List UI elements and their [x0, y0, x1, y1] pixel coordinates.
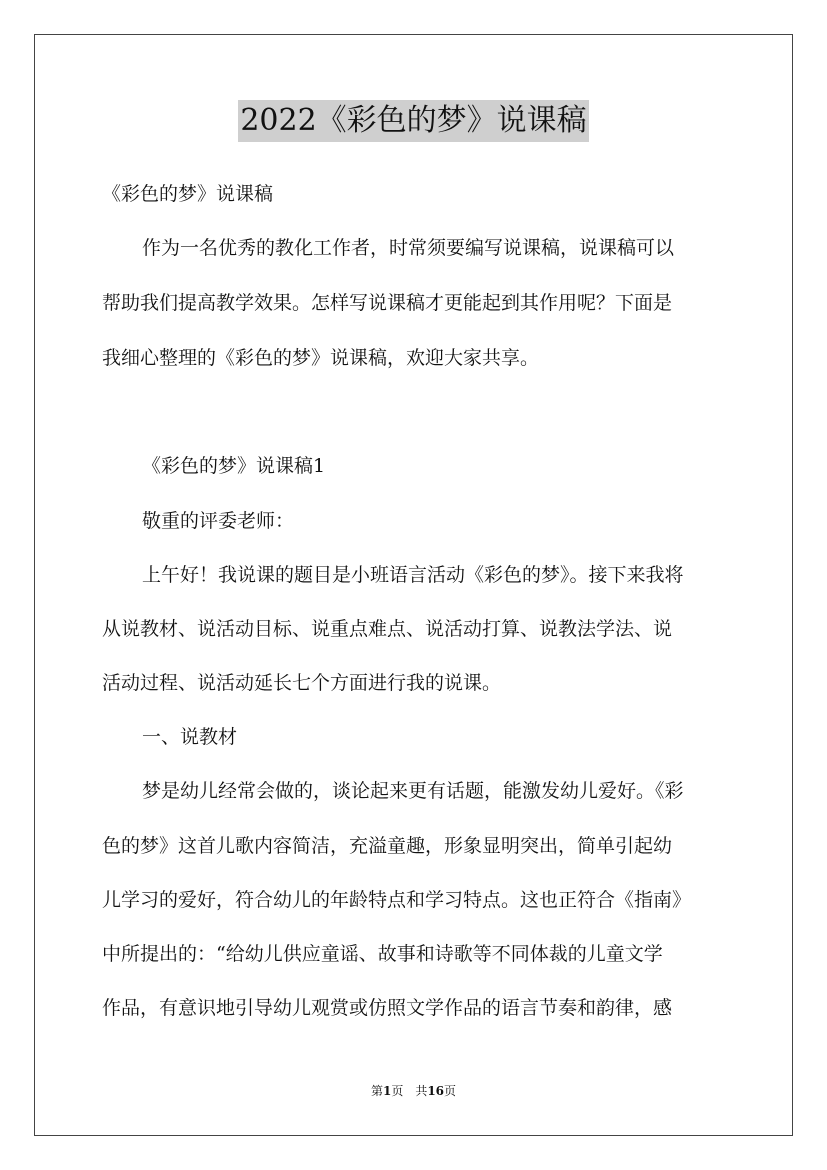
salutation: 敬重的评委老师：	[142, 510, 295, 532]
para2-line-1: 梦是幼儿经常会做的，谈论起来更有话题，能激发幼儿爱好。《彩	[142, 780, 684, 802]
document-title: 2022《彩色的梦》说课稿	[238, 100, 588, 142]
para2-line-4: 中所提出的：“给幼儿供应童谣、故事和诗歌等不同体裁的儿童文学	[102, 943, 663, 965]
para2-line-3: 儿学习的爱好，符合幼儿的年龄特点和学习特点。这也正符合《指南》	[102, 889, 692, 911]
footer-suffix: 页	[444, 1084, 457, 1098]
para1-line-3: 活动过程、说活动延长七个方面进行我的说课。	[102, 672, 502, 694]
para2-line-5: 作品，有意识地引导幼儿观赏或仿照文学作品的语言节奏和韵律，感	[102, 997, 673, 1019]
footer-page-total: 16	[427, 1084, 445, 1098]
page-footer	[0, 1083, 827, 1099]
footer-page-current: 1	[382, 1084, 392, 1098]
section-heading: 《彩色的梦》说课稿1	[142, 455, 326, 477]
intro-line-3: 我细心整理的《彩色的梦》说课稿，欢迎大家共享。	[102, 347, 540, 369]
subtitle: 《彩色的梦》说课稿	[102, 183, 274, 205]
heading-teaching-material: 一、说教材	[142, 726, 238, 748]
para1-line-2: 从说教材、说活动目标、说重点难点、说活动打算、说教法学法、说	[102, 618, 673, 640]
para2-line-2: 色的梦》这首儿歌内容简洁，充溢童趣，形象显明突出，简单引起幼	[102, 835, 673, 857]
title-container	[0, 100, 827, 142]
intro-line-1: 作为一名优秀的教化工作者，时常须要编写说课稿，说课稿可以	[142, 237, 675, 259]
intro-line-2: 帮助我们提高教学效果。怎样写说课稿才更能起到其作用呢？下面是	[102, 292, 673, 314]
footer-prefix: 第	[370, 1084, 383, 1098]
footer-mid: 页 共	[391, 1084, 428, 1098]
para1-line-1: 上午好！我说课的题目是小班语言活动《彩色的梦》。接下来我将	[142, 564, 684, 586]
